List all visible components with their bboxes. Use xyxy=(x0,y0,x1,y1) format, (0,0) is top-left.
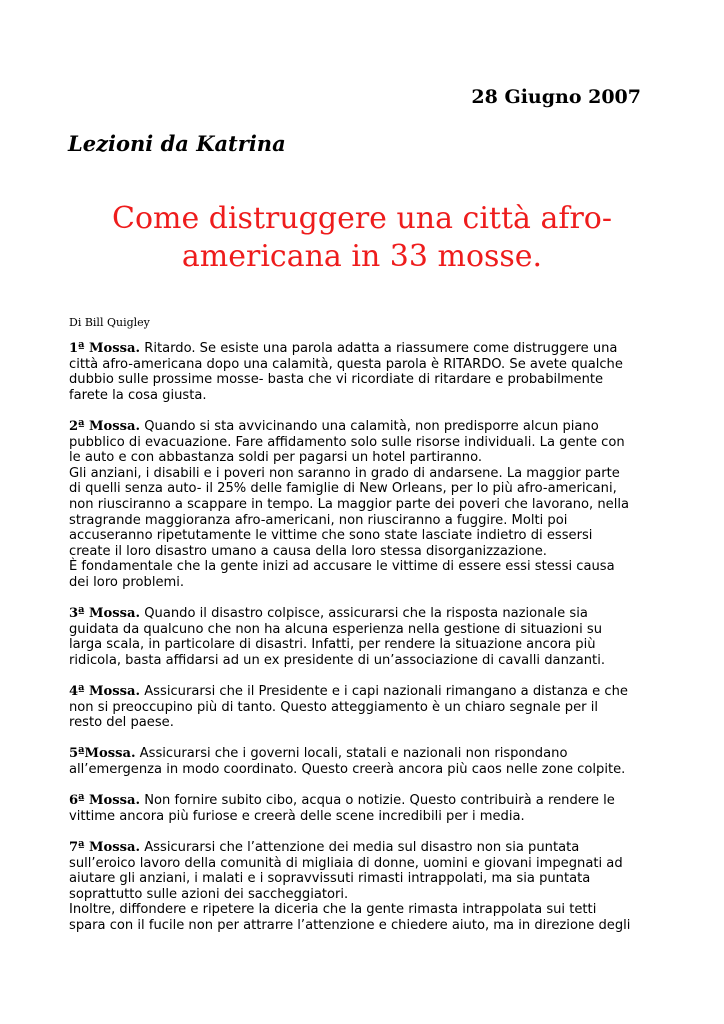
paragraph-line xyxy=(69,528,669,544)
paragraph-line xyxy=(69,513,669,529)
paragraph-line xyxy=(69,871,669,887)
move-text: È fondamentale che la gente inizi ad accusare le vittime di essere essi stessi causa xyxy=(69,559,615,575)
paragraph-line xyxy=(69,684,669,700)
paragraph-line xyxy=(69,450,669,466)
article-body xyxy=(69,341,669,949)
move-text: dubbio sulle prossime mosse- basta che vi ricordiate di ritardare e probabilmente xyxy=(69,372,604,388)
move-text: soprattutto sulle azioni dei saccheggiatori. xyxy=(69,886,349,902)
move-label: 2ª Mossa. xyxy=(69,418,141,434)
paragraph-line xyxy=(69,856,669,872)
paragraph-line xyxy=(69,388,669,404)
move-text: ridicola, basta affidarsi ad un ex presidente di un’associazione di cavalli danzanti. xyxy=(69,652,605,668)
move-text: le auto e con abbastanza soldi per pagarsi un hotel partiranno. xyxy=(69,450,483,466)
move-text: città afro-americana dopo una calamità, questa parola è RITARDO. Se avete qualche xyxy=(69,356,623,372)
move-paragraph xyxy=(69,684,669,731)
author-byline: Di Bill Quigley xyxy=(69,316,150,329)
paragraph-line xyxy=(69,762,669,778)
move-text: Ritardo. Se esiste una parola adatta a riassumere come distruggere una xyxy=(140,341,618,356)
move-text: farete la cosa giusta. xyxy=(69,387,207,403)
paragraph-line xyxy=(69,700,669,716)
paragraph-line xyxy=(69,887,669,903)
document-title xyxy=(0,200,724,276)
move-text: guidata da qualcuno che non ha alcuna esperienza nella gestione di situazioni su xyxy=(69,621,603,637)
move-paragraph xyxy=(69,419,669,591)
move-text: accuseranno ripetutamente le vittime che sono state lasciate indietro di essersi xyxy=(69,528,593,544)
move-text: non si preoccupino più di tanto. Questo atteggiamento è un chiaro segnale per il xyxy=(69,699,598,715)
paragraph-line xyxy=(69,793,669,809)
move-label: 5ªMossa. xyxy=(69,746,136,762)
paragraph-line xyxy=(69,435,669,451)
move-label: 4ª Mossa. xyxy=(69,684,141,700)
move-text: Non fornire subito cibo, acqua o notizie. Questo contribuirà a rendere le xyxy=(140,793,615,809)
move-text: Quando si sta avvicinando una calamità, non predisporre alcun piano xyxy=(140,418,599,434)
paragraph-line xyxy=(69,481,669,497)
paragraph-line xyxy=(69,918,669,934)
paragraph-line xyxy=(69,715,669,731)
move-text: Assicurarsi che il Presidente e i capi nazionali rimangano a distanza e che xyxy=(140,684,628,700)
move-text: Quando il disastro colpisce, assicurarsi che la risposta nazionale sia xyxy=(140,606,588,622)
paragraph-line xyxy=(69,497,669,513)
paragraph-line xyxy=(69,622,669,638)
move-label: 3ª Mossa. xyxy=(69,606,141,622)
paragraph-line xyxy=(69,606,669,622)
title-line-1: Come distruggere una città afro- xyxy=(112,201,612,236)
move-paragraph xyxy=(69,341,669,403)
paragraph-line xyxy=(69,637,669,653)
move-text: di quelli senza auto- il 25% delle famiglie di New Orleans, per lo più afro-americani, xyxy=(69,481,617,497)
paragraph-line xyxy=(69,544,669,560)
move-paragraph xyxy=(69,793,669,824)
document-date: 28 Giugno 2007 xyxy=(471,86,641,108)
move-text: pubblico di evacuazione. Fare affidamento solo sulle risorse individuali. La gente con xyxy=(69,434,625,450)
move-text: resto del paese. xyxy=(69,715,174,731)
move-text: all’emergenza in modo coordinato. Questo creerà ancora più caos nelle zone colpite. xyxy=(69,762,626,778)
title-line-2: americana in 33 mosse. xyxy=(181,239,543,274)
paragraph-line xyxy=(69,341,669,357)
move-text: Assicurarsi che l’attenzione dei media sul disastro non sia puntata xyxy=(140,840,580,855)
paragraph-line xyxy=(69,902,669,918)
paragraph-line xyxy=(69,419,669,435)
paragraph-line xyxy=(69,746,669,762)
move-text: sull’eroico lavoro della comunità di migliaia di donne, uomini e giovani impegnati ad xyxy=(69,855,623,871)
paragraph-line xyxy=(69,372,669,388)
move-paragraph xyxy=(69,746,669,777)
move-text: aiutare gli anziani, i malati e i sopravvissuti rimasti intrappolati, ma sia puntata xyxy=(69,871,591,887)
move-paragraph xyxy=(69,840,669,934)
move-text: spara con il fucile non per attrarre l’attenzione e chiedere aiuto, ma in direzione degli xyxy=(69,917,631,933)
move-label: 7ª Mossa. xyxy=(69,840,141,855)
paragraph-line xyxy=(69,559,669,575)
paragraph-line xyxy=(69,809,669,825)
document-subtitle: Lezioni da Katrina xyxy=(68,131,286,156)
move-text: vittime ancora più furiose e creerà delle scene incredibili per i media. xyxy=(69,808,525,824)
move-text: larga scala, in particolare di disastri. Infatti, per rendere la situazione ancora più xyxy=(69,637,596,653)
paragraph-line xyxy=(69,466,669,482)
paragraph-line xyxy=(69,575,669,591)
move-label: 1ª Mossa. xyxy=(69,341,141,356)
paragraph-line xyxy=(69,840,669,856)
move-label: 6ª Mossa. xyxy=(69,793,141,809)
paragraph-line xyxy=(69,653,669,669)
move-text: stragrande maggioranza afro-americani, non riusciranno a fuggire. Molti poi xyxy=(69,512,568,528)
move-text: Assicurarsi che i governi locali, statali e nazionali non rispondano xyxy=(135,746,568,762)
move-text: Gli anziani, i disabili e i poveri non saranno in grado di andarsene. La maggior parte xyxy=(69,465,620,481)
move-text: dei loro problemi. xyxy=(69,574,185,590)
move-text: non riusciranno a scappare in tempo. La maggior parte dei poveri che lavorano, nella xyxy=(69,496,630,512)
move-text: Inoltre, diffondere e ripetere la diceria che la gente rimasta intrappolata sui tetti xyxy=(69,902,597,918)
paragraph-line xyxy=(69,357,669,373)
move-text: create il loro disastro umano a causa della loro stessa disorganizzazione. xyxy=(69,543,547,559)
move-paragraph xyxy=(69,606,669,668)
